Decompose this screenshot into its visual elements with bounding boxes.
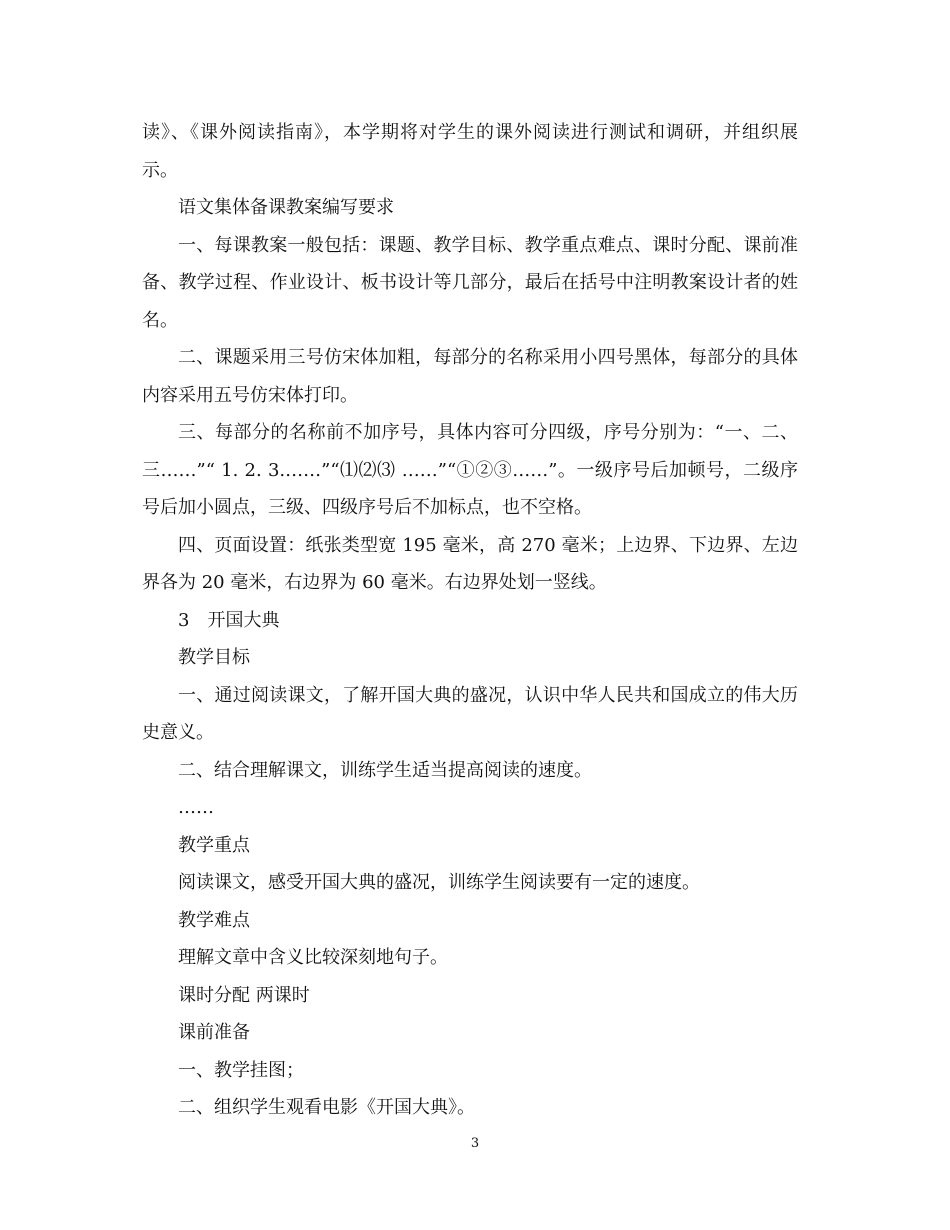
goal-ellipsis: ……	[178, 797, 214, 818]
section-heading-requirements: 语文集体备课教案编写要求	[178, 197, 394, 218]
heading-teaching-goals: 教学目标	[178, 647, 250, 668]
lesson-title: 3 开国大典	[178, 609, 280, 631]
goal-item-1: 一、通过阅读课文，了解开国大典的盛况，认识中华人民共和国成立的伟大历史意义。	[142, 684, 798, 743]
class-hours: 课时分配 两课时	[178, 984, 310, 1006]
difficulties-text: 理解文章中含义比较深刻地句子。	[178, 947, 448, 968]
paragraph-rule-4: 四、页面设置：纸张类型宽 195 毫米，高 270 毫米；上边界、下边界、左边界各为 20 毫米，右边界为 60 毫米。右边界处划一竖线。	[142, 534, 798, 593]
paragraph-rule-2: 二、课题采用三号仿宋体加粗，每部分的名称采用小四号黑体，每部分的具体内容采用五号仿宋体打印。	[142, 347, 798, 406]
preparation-item-2: 二、组织学生观看电影《开国大典》。	[178, 1097, 475, 1118]
goal-item-2: 二、结合理解课文，训练学生适当提高阅读的速度。	[178, 759, 592, 781]
page-number: 3	[470, 1136, 480, 1151]
key-points-text: 阅读课文，感受开国大典的盛况，训练学生阅读要有一定的速度。	[178, 872, 700, 893]
preparation-item-1: 一、教学挂图；	[178, 1059, 304, 1081]
paragraph-rule-1: 一、每课教案一般包括：课题、教学目标、教学重点难点、课时分配、课前准备、教学过程、作业设计、板书设计等几部分，最后在括号中注明教案设计者的姓名。	[142, 234, 798, 331]
document-body	[142, 114, 798, 1127]
paragraph-continuation: 读》、《课外阅读指南》，本学期将对学生的课外阅读进行测试和调研，并组织展示。	[142, 122, 798, 181]
heading-preparation: 课前准备	[178, 1022, 250, 1043]
paragraph-rule-3: 三、每部分的名称前不加序号，具体内容可分四级，序号分别为：“一、二、三……”“ 1. 2. 3.……”“⑴⑵⑶ ……”“①②③……”。一级序号后加顿号，二级序号后加小圆点，三级、四级序号后不加标点，也不空格。	[142, 422, 798, 518]
heading-key-points: 教学重点	[178, 834, 250, 856]
heading-difficulties: 教学难点	[178, 909, 250, 931]
